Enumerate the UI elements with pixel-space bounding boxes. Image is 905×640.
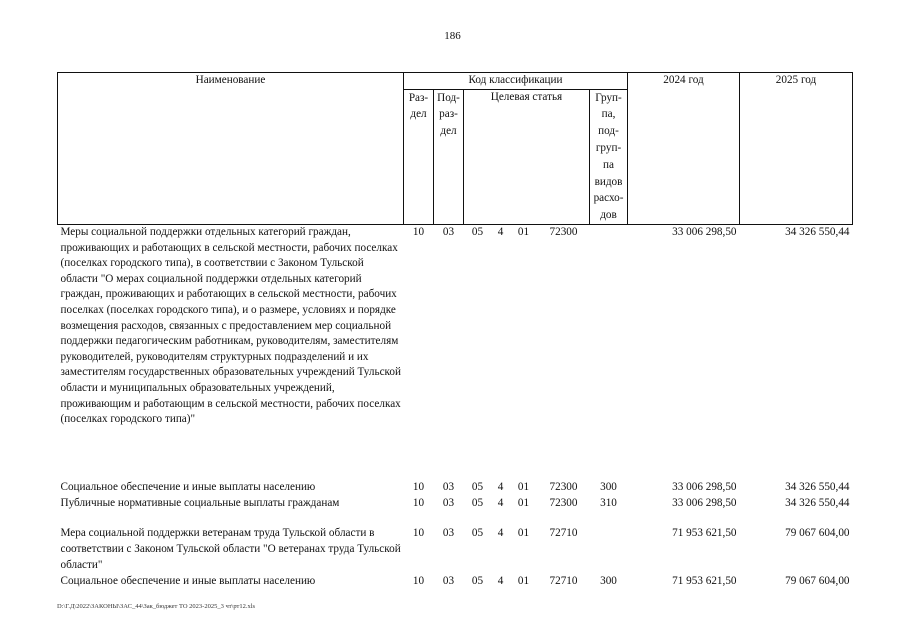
header-year-2024: 2024 год	[628, 73, 740, 225]
header-name: Наименование	[58, 73, 404, 225]
row-target-type: 4	[497, 527, 504, 540]
row-value-2025: 79 067 604,00	[785, 527, 850, 540]
row-expense-type	[590, 526, 628, 574]
budget-table	[57, 72, 853, 590]
row-target-code: 72300	[549, 497, 578, 510]
table-row	[58, 574, 853, 590]
row-name: Публичные нормативные социальные выплаты гражданам	[60, 497, 340, 510]
row-target-sub: 01	[517, 497, 530, 510]
row-value-2024: 71 953 621,50	[672, 575, 737, 588]
row-target-sub: 01	[517, 481, 530, 494]
row-target-sub: 01	[517, 575, 530, 588]
row-value-2024: 33 006 298,50	[672, 481, 737, 494]
row-section: 10	[412, 497, 425, 510]
row-subsection: 03	[442, 575, 455, 588]
row-expense-type: 300	[600, 575, 617, 588]
row-target-type: 4	[497, 225, 504, 238]
row-section: 10	[412, 575, 425, 588]
row-name: Социальное обеспечение и иные выплаты населению	[60, 575, 316, 588]
row-value-2024: 71 953 621,50	[672, 527, 737, 540]
header-expense-type: Груп- па, под- груп- па видов расхо- дов	[590, 89, 628, 224]
row-target-program: 05	[471, 497, 484, 510]
row-value-2025: 79 067 604,00	[785, 575, 850, 588]
row-target-code: 72710	[549, 575, 578, 588]
table-row	[58, 480, 853, 496]
row-name: Социальное обеспечение и иные выплаты населению	[60, 481, 316, 494]
row-target-type: 4	[497, 481, 504, 494]
header-subsection: Под- раз- дел	[434, 89, 464, 224]
row-value-2025: 34 326 550,44	[785, 497, 850, 510]
header-classification-code: Код классификации	[404, 73, 628, 90]
row-name: Мера социальной поддержки ветеранам труда Тульской области в соответствии с Законом Тульской области "О ветеранах труда Тульской области"	[60, 527, 401, 571]
footer-file-path: D:\Г.Д\2022\ЗАКОНЫ\ЗАС_44\Зак_бюджет ТО 2023-2025_3 чт\рт12.xls	[57, 603, 256, 610]
row-target-sub: 01	[517, 225, 530, 238]
page-number: 186	[444, 30, 461, 42]
header-section: Раз- дел	[404, 89, 434, 224]
row-name: Меры социальной поддержки отдельных категорий граждан, проживающих и работающих в сельской местности, рабочих поселках (поселках городского типа), в соответствии с Законом Тульской области "О мерах социальной поддержки отдельных категорий граждан, проживающих и работающих в сельской местности, рабочих поселках (поселках городского типа), и о размере, условиях и порядке возмещения расходов, связанных с предоставлением мер социальной поддержки педагогическим работникам, руководителям, заместителям руководителей, руководителям структурных подразделений и их заместителям государственных образовательных учреждений Тульской области и муниципальных образовательных учреждений, проживающим и работающим в сельской местности, рабочих поселках (поселках городского типа)"	[60, 225, 402, 426]
row-expense-type: 310	[600, 497, 617, 510]
row-value-2025: 34 326 550,44	[785, 225, 850, 238]
row-target-type: 4	[497, 497, 504, 510]
row-section: 10	[412, 527, 425, 540]
header-target-article: Целевая статья	[464, 89, 590, 224]
row-section: 10	[412, 481, 425, 494]
row-target-program: 05	[471, 575, 484, 588]
row-expense-type	[590, 224, 628, 480]
row-subsection: 03	[442, 527, 455, 540]
row-subsection: 03	[442, 497, 455, 510]
row-expense-type: 300	[600, 481, 617, 494]
row-target-type: 4	[497, 575, 504, 588]
row-target-program: 05	[471, 481, 484, 494]
row-target-program: 05	[471, 527, 484, 540]
row-target-code: 72710	[549, 527, 578, 540]
row-subsection: 03	[442, 481, 455, 494]
row-value-2025: 34 326 550,44	[785, 481, 850, 494]
row-value-2024: 33 006 298,50	[672, 497, 737, 510]
row-target-code: 72300	[549, 481, 578, 494]
header-year-2025: 2025 год	[740, 73, 853, 225]
row-subsection: 03	[442, 225, 455, 238]
row-target-sub: 01	[517, 527, 530, 540]
row-target-code: 72300	[549, 225, 578, 238]
row-value-2024: 33 006 298,50	[672, 225, 737, 238]
table-row	[58, 224, 853, 480]
table-row	[58, 496, 853, 526]
row-target-program: 05	[471, 225, 484, 238]
table-row	[58, 526, 853, 574]
row-section: 10	[412, 225, 425, 238]
